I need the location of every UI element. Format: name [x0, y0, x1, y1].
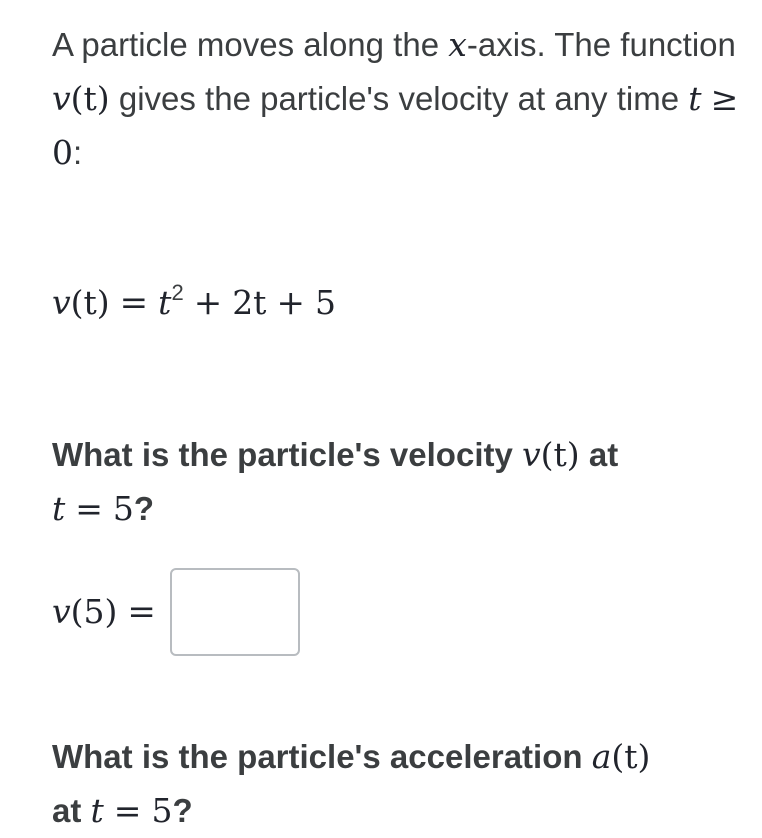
q2-at: at: [52, 792, 91, 829]
eq-plus-1: +: [193, 283, 223, 323]
q1-paren-t: (t): [540, 435, 580, 474]
question-velocity: [52, 428, 732, 536]
q1-var-v: v: [522, 435, 541, 474]
q2-var-a: a: [591, 737, 612, 776]
answer-label: [52, 592, 166, 632]
var-t: t: [688, 79, 702, 118]
ans-var-v: v: [52, 592, 71, 631]
q2-value: 5: [151, 791, 173, 830]
intro-text-1: A particle moves along the: [52, 26, 449, 63]
ans-paren-5: (5): [70, 592, 118, 631]
intro-text-4: :: [73, 134, 83, 171]
q2-question-mark: ?: [172, 792, 193, 829]
q1-question-mark: ?: [133, 490, 155, 527]
geq-symbol: ≥: [710, 79, 739, 118]
eq-constant: 5: [314, 283, 336, 322]
q1-at: at: [579, 436, 619, 473]
q2-paren-t: (t): [611, 737, 651, 776]
var-x: x: [448, 25, 467, 64]
eq-paren-t: (t): [70, 283, 110, 322]
intro-text-3: gives the particle's velocity at any time: [109, 80, 689, 117]
problem-intro: [52, 18, 752, 180]
q2-equals: =: [113, 791, 142, 830]
zero-value: 0: [52, 133, 73, 172]
q1-value: 5: [112, 489, 134, 528]
q1-var-t: t: [52, 489, 66, 528]
paren-t: (t): [70, 79, 110, 118]
problem-content: [52, 18, 752, 830]
q1-equals: =: [75, 489, 103, 528]
q2-text: What is the particle's acceleration: [52, 738, 592, 775]
velocity-equation: [52, 273, 336, 333]
eq-v: v: [52, 283, 71, 322]
eq-equals: =: [119, 283, 149, 323]
velocity-answer-input[interactable]: [170, 568, 300, 656]
eq-t: t: [158, 283, 172, 322]
intro-text-2: -axis. The function: [466, 26, 736, 63]
eq-plus-2: +: [276, 283, 305, 323]
velocity-answer-row: [52, 566, 300, 658]
eq-term-2t: 2t: [232, 283, 267, 322]
question-acceleration: [52, 730, 742, 838]
q1-text: What is the particle's velocity: [52, 436, 522, 473]
ans-equals: =: [127, 592, 156, 632]
var-v: v: [52, 79, 71, 118]
eq-exponent: 2: [171, 280, 184, 305]
q2-var-t: t: [90, 791, 104, 830]
